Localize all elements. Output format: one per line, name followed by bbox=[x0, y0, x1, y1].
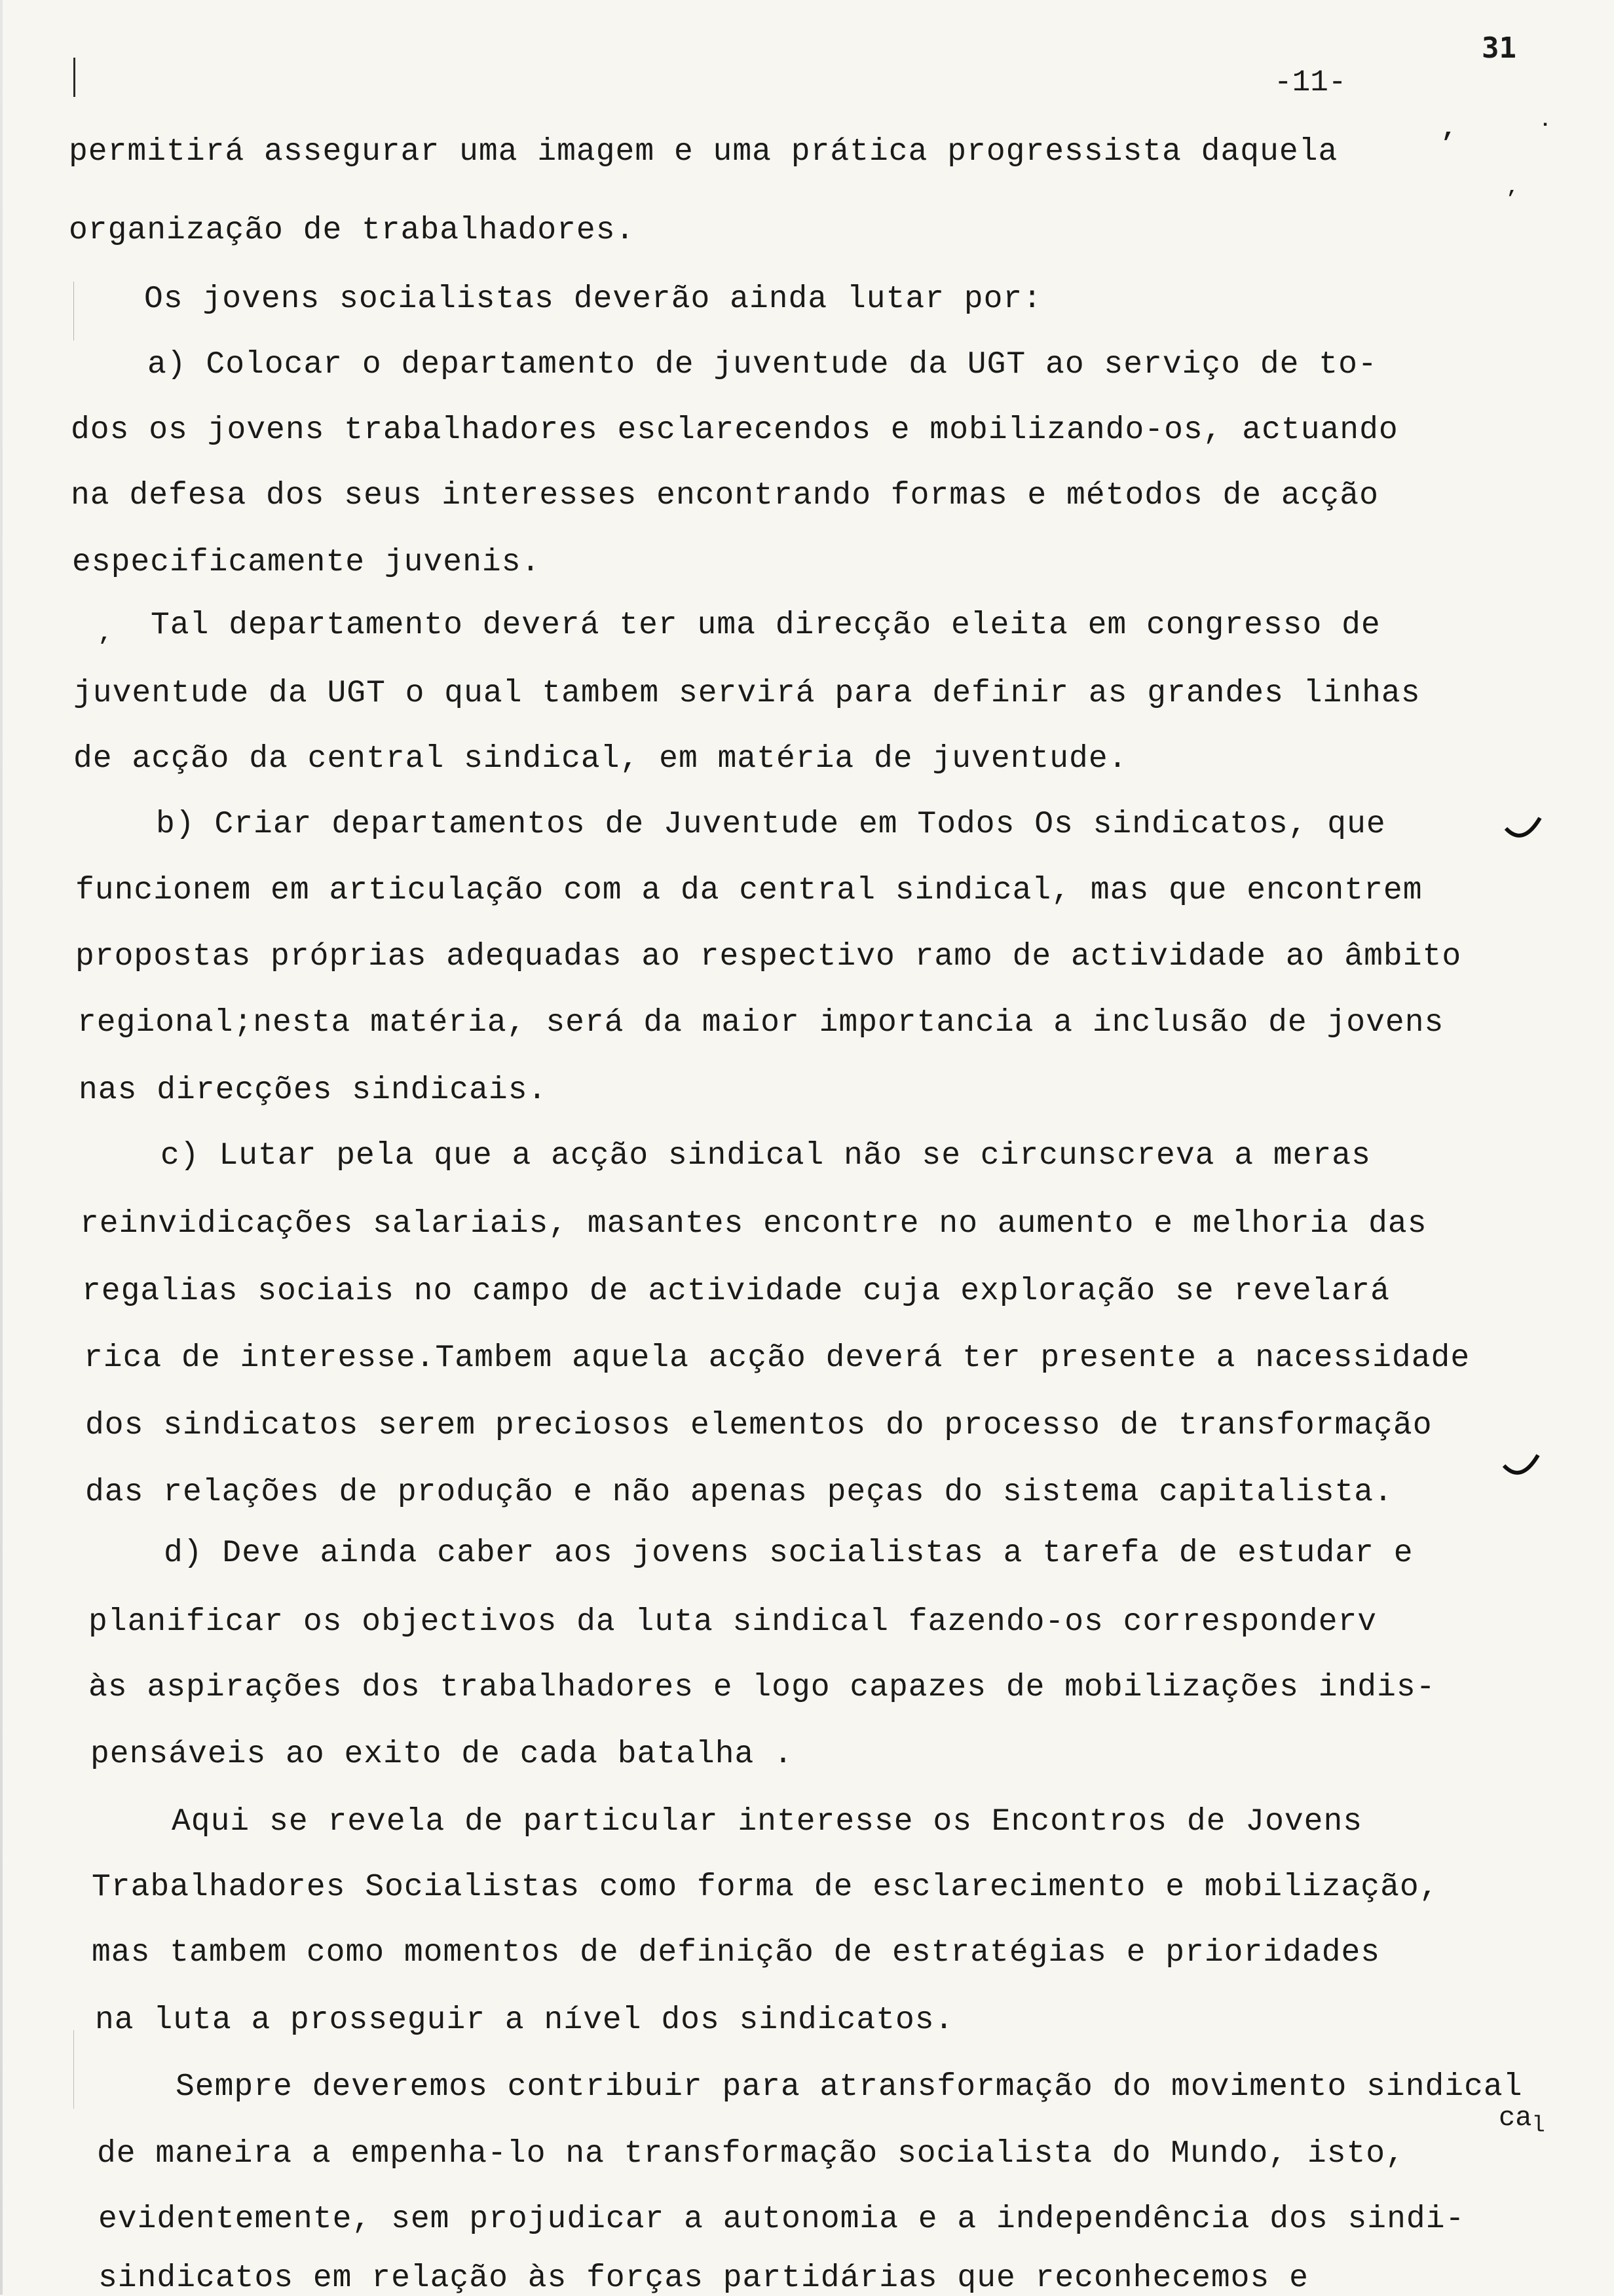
text-line: b) Criar departamentos de Juventude em Todos Os sindicatos, que bbox=[156, 807, 1386, 842]
text-line: de maneira a empenha-lo na transformação socialista do Mundo, isto, bbox=[97, 2136, 1405, 2172]
text-line: pensáveis ao exito de cada batalha . bbox=[90, 1737, 793, 1772]
text-line: planificar os objectivos da luta sindical fazendo-os corresponderv bbox=[88, 1604, 1378, 1640]
text-line: na luta a prosseguir a nível dos sindicatos. bbox=[95, 2003, 954, 2038]
text-line: organização de trabalhadores. bbox=[69, 213, 635, 248]
text-line: nas direcções sindicais. bbox=[79, 1073, 548, 1108]
margin-mark-faint-lower bbox=[73, 2030, 74, 2109]
check-mark-icon bbox=[1503, 815, 1543, 842]
ink-speck: , bbox=[1441, 115, 1457, 144]
folio-number: 31 bbox=[1482, 31, 1516, 65]
text-line: reinvidicações salariais, masantes encontre no aumento e melhoria das bbox=[80, 1206, 1427, 1242]
ink-speck: , bbox=[98, 622, 112, 647]
text-line: Trabalhadores Socialistas como forma de esclarecimento e mobilização, bbox=[92, 1870, 1439, 1905]
text-line: a) Colocar o departamento de juventude da UGT ao serviço de to- bbox=[147, 347, 1378, 382]
margin-note-text: ca bbox=[1499, 2102, 1532, 2134]
text-line: especificamente juvenis. bbox=[72, 545, 541, 580]
text-line: juventude da UGT o qual tambem servirá para definir as grandes linhas bbox=[73, 676, 1421, 711]
text-line: Tal departamento deverá ter uma direcção eleita em congresso de bbox=[151, 608, 1381, 643]
text-line: dos sindicatos serem preciosos elementos do processo de transformação bbox=[85, 1408, 1433, 1443]
text-line: propostas próprias adequadas ao respectivo ramo de actividade ao âmbito bbox=[75, 939, 1462, 974]
text-line: Os jovens socialistas deverão ainda lutar por: bbox=[144, 282, 1043, 317]
text-line: de acção da central sindical, em matéria de juventude. bbox=[73, 741, 1128, 777]
text-line: regional;nesta matéria, será da maior importancia a inclusão de jovens bbox=[77, 1005, 1444, 1041]
page-edge bbox=[0, 0, 3, 2295]
margin-mark bbox=[73, 58, 75, 97]
text-line: na defesa dos seus interesses encontrando formas e métodos de acção bbox=[71, 478, 1379, 513]
ink-speck: . bbox=[1539, 110, 1552, 132]
text-line: Aqui se revela de particular interesse os Encontros de Jovens bbox=[172, 1804, 1363, 1840]
check-mark-icon bbox=[1501, 1453, 1541, 1479]
text-line: permitirá assegurar uma imagem e uma prática progressista daquela bbox=[69, 134, 1338, 170]
ink-speck: , bbox=[1507, 177, 1519, 199]
text-line: dos os jovens trabalhadores esclarecendos e mobilizando-os, actuando bbox=[71, 413, 1398, 448]
page-number: -11- bbox=[1274, 65, 1347, 100]
text-line: mas tambem como momentos de definição de estratégias e prioridades bbox=[92, 1935, 1381, 1971]
text-line: evidentemente, sem projudicar a autonomia e a independência dos sindi- bbox=[98, 2202, 1465, 2237]
text-line: funcionem em articulação com a da central sindical, mas que encontrem bbox=[75, 873, 1423, 908]
text-line: sindicatos em relação às forças partidárias que reconhecemos e bbox=[98, 2261, 1309, 2296]
text-line: Sempre deveremos contribuir para atransformação do movimento sindical bbox=[176, 2069, 1523, 2105]
text-line: rica de interesse.Tambem aquela acção deverá ter presente a nacessidade bbox=[84, 1341, 1471, 1376]
text-line: às aspirações dos trabalhadores e logo capazes de mobilizações indis- bbox=[88, 1670, 1436, 1705]
text-line: c) Lutar pela que a acção sindical não se circunscreva a meras bbox=[160, 1138, 1371, 1174]
text-line: d) Deve ainda caber aos jovens socialistas a tarefa de estudar e bbox=[164, 1536, 1414, 1571]
text-line: das relações de produção e não apenas peças do sistema capitalista. bbox=[85, 1475, 1393, 1510]
margin-note-sub: l bbox=[1531, 2113, 1545, 2139]
margin-mark-faint bbox=[73, 282, 74, 341]
text-line: regalias sociais no campo de actividade cuja exploração se revelará bbox=[82, 1274, 1390, 1309]
margin-note bbox=[1499, 2102, 1545, 2138]
